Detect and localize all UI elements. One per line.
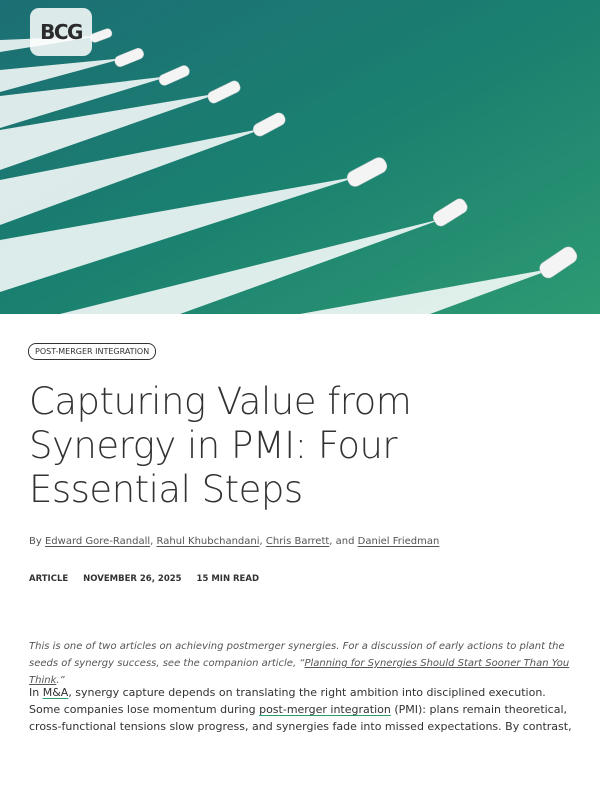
author-link-daniel-friedman[interactable]: Daniel Friedman [357, 536, 440, 547]
article-meta [29, 574, 271, 584]
byline-separator: , [150, 536, 154, 547]
author-link-edward-gore-randall[interactable]: Edward Gore-Randall [44, 536, 151, 547]
content-type: ARTICLE [29, 574, 69, 584]
body-text: In [29, 686, 43, 699]
byline [29, 536, 439, 547]
topic-tag[interactable]: POST-MERGER INTEGRATION [28, 343, 156, 360]
title-line-2: Synergy in PMI: Four [29, 424, 398, 467]
body-paragraph [29, 684, 577, 735]
author-link-rahul-khubchandani[interactable]: Rahul Khubchandani [156, 536, 260, 547]
intro-note [29, 638, 577, 689]
ma-link[interactable]: M&A [42, 686, 69, 699]
intro-text-after: .” [56, 675, 65, 686]
read-time: 15 MIN READ [196, 574, 259, 584]
intro-text-before: This is one of two articles on achieving postmerger synergies. For a discussion of early actions to plant the seeds of synergy success, see the companion article, “ [29, 641, 565, 669]
post-merger-integration-link[interactable]: post-merger integration [259, 703, 391, 716]
title-line-1: Capturing Value from [29, 380, 412, 423]
companion-article-link[interactable]: Planning for Synergies Should Start Sooner Than You Think [29, 658, 570, 686]
title-line-3: Essential Steps [29, 468, 303, 511]
hero-image [0, 0, 600, 314]
byline-separator: , and [329, 536, 355, 547]
publish-date: NOVEMBER 26, 2025 [83, 574, 182, 584]
byline-prefix: By [29, 536, 42, 547]
article-title [29, 380, 569, 512]
bcg-logo[interactable]: BCG [30, 8, 92, 56]
byline-separator: , [259, 536, 263, 547]
author-link-chris-barrett[interactable]: Chris Barrett [265, 536, 330, 547]
body-text: , synergy capture depends on translating the right ambition into disciplined execution. Some companies lose momentum during [29, 686, 546, 716]
body-text: (PMI): plans remain theoretical, cross-functional tensions slow progress, and synergies fade into missed expectations. By contrast, [29, 703, 572, 733]
